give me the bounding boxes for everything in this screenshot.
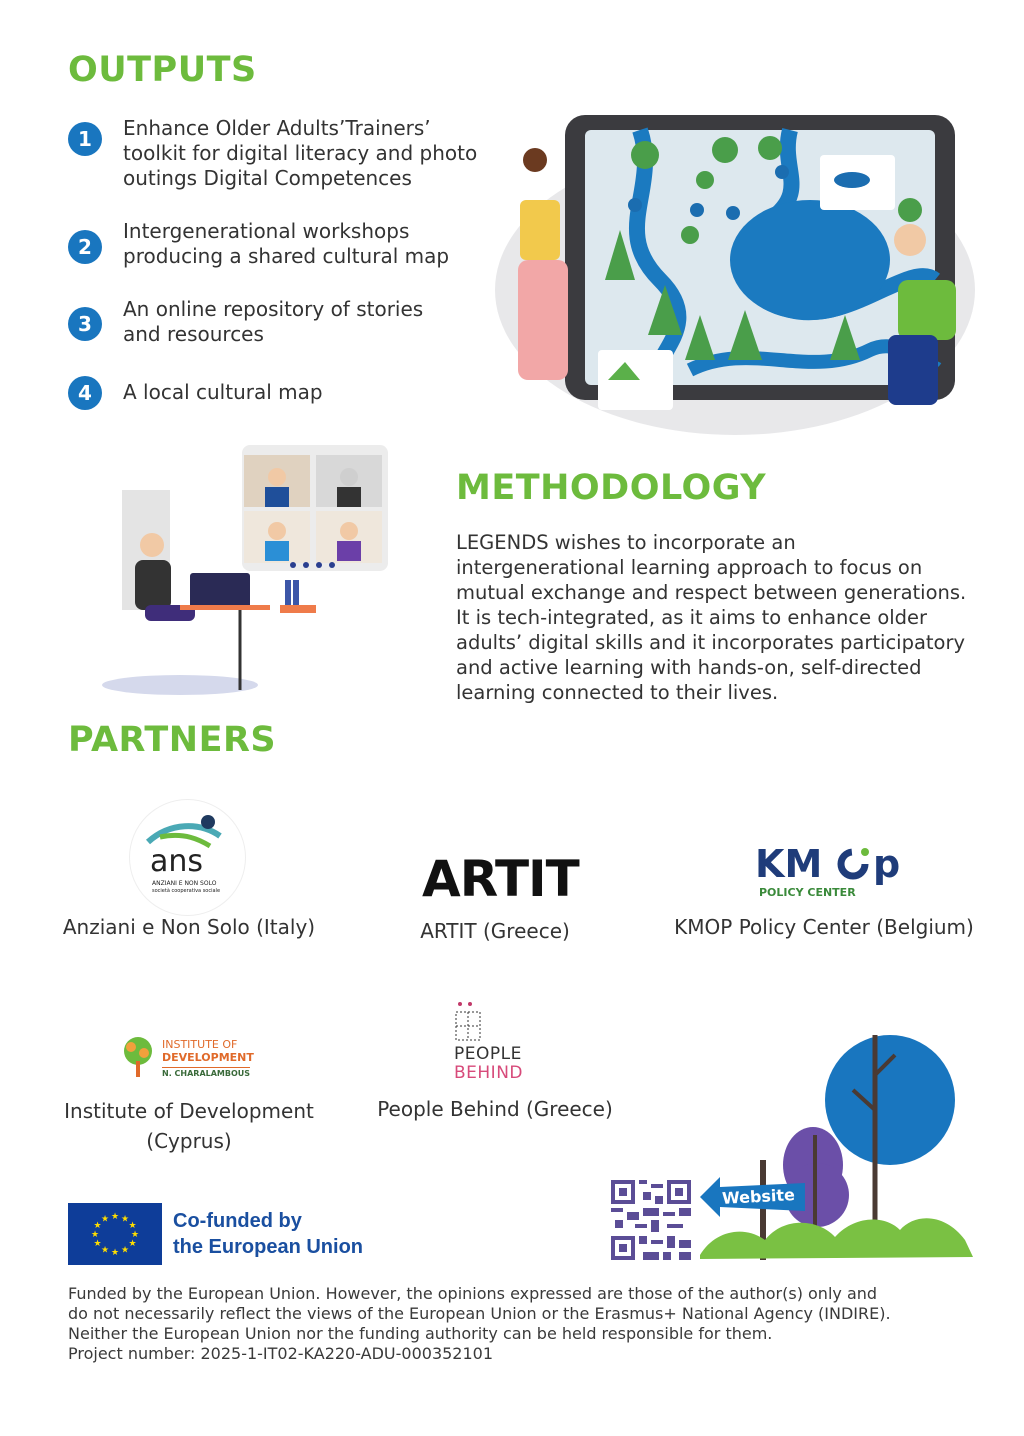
number-badge-4: 4 [68, 376, 102, 410]
dot-grid-icon [450, 1000, 490, 1044]
qr-code-icon[interactable] [611, 1180, 691, 1260]
video-call-illustration [100, 445, 400, 695]
tree-icon [118, 1035, 158, 1081]
output-text-2: Intergenerational workshops producing a shared cultural map [123, 219, 450, 268]
eu-flag-icon [68, 1203, 162, 1265]
methodology-text: LEGENDS wishes to incorporate an intergenerational learning approach to focus on mutual exchange and respect between generations. It is tech-integrated, as it aims to enhance older adults’ digital skills and it incorporates participatory and active learning with hands-on, self-directed learning connected to their lives. [456, 531, 967, 704]
svg-text:★: ★ [93, 1221, 102, 1231]
outputs-heading: OUTPUTS [68, 50, 257, 90]
kmop-o-icon [835, 846, 871, 882]
svg-text:★: ★ [110, 1248, 120, 1258]
number-badge-1: 1 [68, 122, 102, 156]
partner-caption-ans: Anziani e Non Solo (Italy) [62, 915, 316, 939]
ans-logo-text: ans [150, 844, 204, 879]
kmop-logo: KM p POLICY CENTER [755, 842, 901, 899]
svg-text:★: ★ [128, 1221, 137, 1231]
trees-illustration [695, 1015, 975, 1263]
ans-logo-sub2: società cooperativa sociale [152, 888, 221, 894]
partner-caption-kmop: KMOP Policy Center (Belgium) [674, 915, 974, 939]
partner-caption-institute: Institute of Development (Cyprus) [64, 1099, 314, 1153]
methodology-heading: METHODOLOGY [456, 468, 767, 508]
partner-caption-artit: ARTIT (Greece) [420, 919, 570, 943]
ans-logo-sub1: ANZIANI E NON SOLO [152, 880, 217, 887]
website-sign-label[interactable]: Website [721, 1185, 796, 1208]
svg-text:★: ★ [120, 1214, 130, 1225]
output-text-4: A local cultural map [123, 380, 323, 404]
svg-text:★: ★ [130, 1230, 140, 1240]
number-badge-3: 3 [68, 307, 102, 341]
number-badge-2: 2 [68, 230, 102, 264]
svg-text:★: ★ [120, 1245, 130, 1256]
partner-caption-people-behind: People Behind (Greece) [377, 1097, 613, 1121]
cultural-map-illustration [490, 110, 980, 440]
svg-text:★: ★ [93, 1239, 102, 1249]
svg-text:★: ★ [110, 1212, 120, 1222]
people-behind-logo: PEOPLE BEHIND [450, 1000, 550, 1090]
partners-heading: PARTNERS [68, 720, 277, 760]
institute-logo: INSTITUTE OF DEVELOPMENT N. CHARALAMBOUS [118, 1035, 258, 1085]
svg-text:★: ★ [100, 1245, 110, 1256]
output-text-1: Enhance Older Adults’Trainers’ toolkit for digital literacy and photo outings Digital Competences [123, 116, 478, 190]
ans-logo [130, 800, 245, 915]
svg-text:★: ★ [128, 1239, 137, 1249]
footer-disclaimer: Funded by the European Union. However, the opinions expressed are those of the author(s) only and do not necessarily reflect the views of the European Union or the Erasmus+ National Agency (INDIRE). Neither the European Union nor the funding authority can be held responsible for them. Project number: 2025-1-IT02-KA220-ADU-000352101 [68, 1284, 891, 1363]
artit-logo: ARTIT [422, 850, 579, 908]
svg-text:★: ★ [100, 1214, 110, 1225]
eu-cofunded-text: Co-funded by the European Union [173, 1210, 363, 1258]
output-text-3: An online repository of stories and resources [123, 297, 424, 346]
svg-text:★: ★ [90, 1230, 100, 1240]
